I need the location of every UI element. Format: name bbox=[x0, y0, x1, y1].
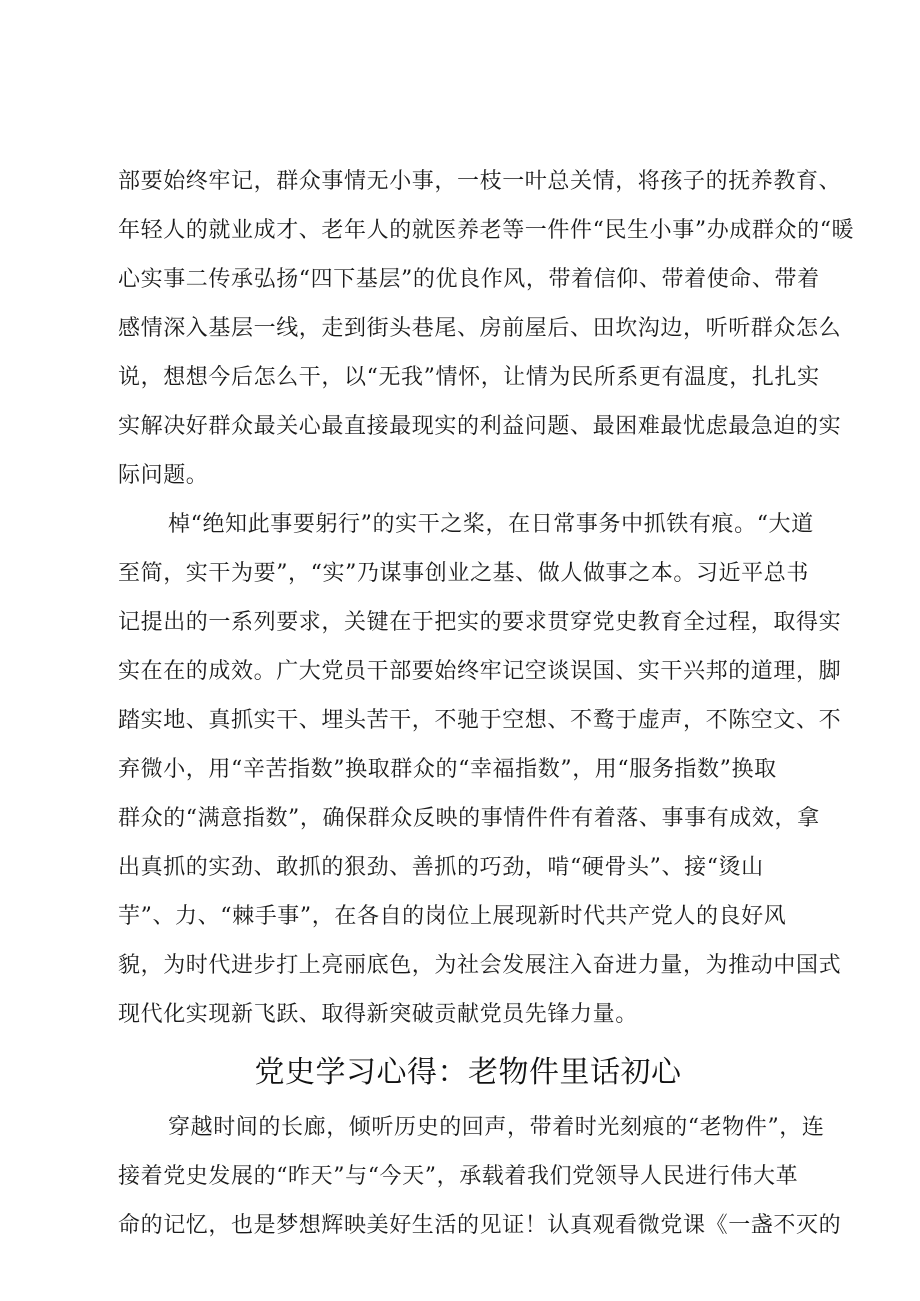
paragraph-line: 弃微小，用“辛苦指数”换取群众的“幸福指数”，用“服务指数”换取 bbox=[118, 757, 777, 782]
paragraph-line: 棹“绝知此事要躬行”的实干之桨，在日常事务中抓铁有痕。“大道 bbox=[168, 512, 814, 537]
section-title: 党史学习心得：老物件里话初心 bbox=[254, 1055, 682, 1090]
paragraph-line: 际问题。 bbox=[118, 463, 209, 488]
paragraph-line: 现代化实现新飞跃、取得新突破贡献党员先锋力量。 bbox=[118, 1002, 638, 1027]
paragraph-line: 说，想想今后怎么干，以“无我”情怀，让情为民所系更有温度，扎扎实 bbox=[118, 365, 820, 390]
paragraph-line: 至简，实干为要”，“实”乃谋事创业之基、做人做事之本。习近平总书 bbox=[118, 561, 809, 586]
paragraph-line: 踏实地、真抓实干、埋头苦干，不驰于空想、不鹜于虚声，不陈空文、不 bbox=[118, 708, 842, 733]
paragraph-line: 记提出的一系列要求，关键在于把实的要求贯穿党史教育全过程，取得实 bbox=[118, 610, 842, 635]
paragraph-line: 貌，为时代进步打上亮丽底色，为社会发展注入奋进力量，为推动中国式 bbox=[118, 953, 842, 978]
paragraph-line: 命的记忆，也是梦想辉映美好生活的见证！认真观看微党课《一盏不灭的 bbox=[118, 1213, 842, 1238]
paragraph-line: 心实事二传承弘扬“四下基层”的优良作风，带着信仰、带着使命、带着 bbox=[118, 267, 820, 292]
paragraph-line: 芋”、力、“棘手事”，在各自的岗位上展现新时代共产党人的良好风 bbox=[118, 904, 787, 929]
paragraph-line: 出真抓的实劲、敢抓的狠劲、善抓的巧劲，啃“硬骨头”、接“烫山 bbox=[118, 855, 764, 880]
paragraph-line: 年轻人的就业成才、老年人的就医养老等一件件“民生小事”办成群众的“暖 bbox=[118, 218, 855, 243]
paragraph-line: 实解决好群众最关心最直接最现实的利益问题、最困难最忧虑最急迫的实 bbox=[118, 414, 842, 439]
paragraph-line: 部要始终牢记，群众事情无小事，一枝一叶总关情，将孩子的抚养教育、 bbox=[118, 169, 842, 194]
paragraph-line: 群众的“满意指数”，确保群众反映的事情件件有着落、事事有成效，拿 bbox=[118, 806, 820, 831]
paragraph-line: 感情深入基层一线，走到街头巷尾、房前屋后、田坎沟边，听听群众怎么 bbox=[118, 316, 842, 341]
paragraph-line: 实在在的成效。广大党员干部要始终牢记空谈误国、实干兴邦的道理，脚 bbox=[118, 659, 842, 684]
paragraph-line: 穿越时间的长廊，倾听历史的回声，带着时光刻痕的“老物件”，连 bbox=[168, 1115, 825, 1140]
paragraph-line: 接着党史发展的“昨天”与“今天”，承载着我们党领导人民进行伟大革 bbox=[118, 1164, 799, 1189]
